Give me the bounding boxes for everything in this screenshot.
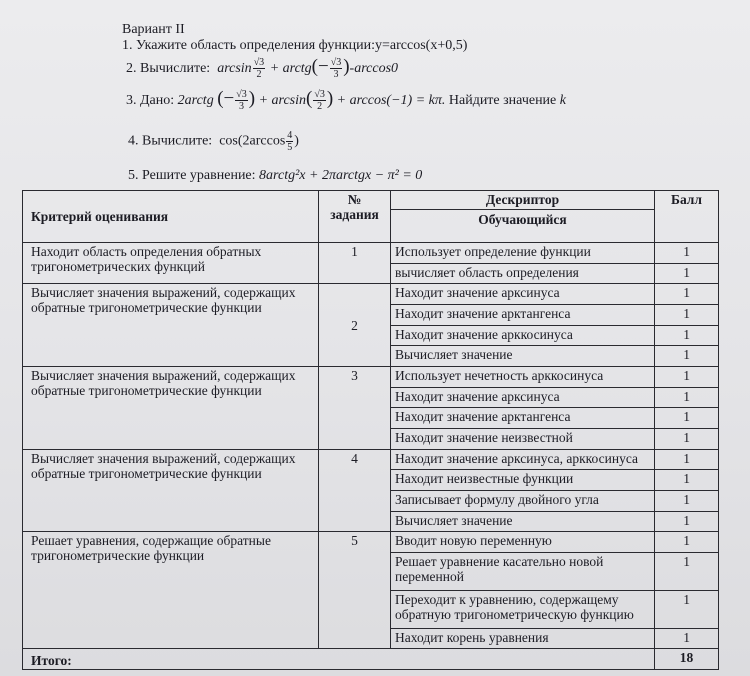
- header-points: Балл: [655, 191, 719, 243]
- assessment-table: [22, 190, 719, 670]
- table-header-row: [23, 191, 719, 243]
- table-row: Находит значение арктангенса 1: [23, 304, 719, 325]
- header-criterion: Критерий оценивания: [23, 191, 319, 243]
- header-num: № задания: [319, 191, 391, 243]
- task-5: 5. Решите уравнение: 8arctg²x + 2πarctgx − π² = 0: [128, 168, 423, 183]
- task-3: 3. Дано: 2arctg (− $\frac{√3}{3}$ ) + arcsin( $\frac{√3}{2}$ ) + arccos(−1) = kπ. Найдите значение k: [126, 88, 566, 113]
- task-2: 2. Вычислите: arcsin $\frac{√3}{2}$ + arctg(− $\frac{√3}{3}$ )-arccos0: [126, 56, 399, 81]
- table-row: Вычисляет значение 1: [23, 511, 719, 532]
- variant-title: Вариант II: [122, 22, 185, 37]
- table-row: Находит корень уравнения 1: [23, 628, 719, 649]
- table-row: Вычисляет значения выражений, содержащих обратные тригонометрические функции 4 Находит значение арксинуса, арккосинуса 1: [23, 449, 719, 470]
- table-row: Вычисляет значение 1: [23, 346, 719, 367]
- total-value: 18: [655, 649, 719, 670]
- header-descriptor: Дескриптор Обучающийся: [391, 191, 655, 243]
- table-row: Решает уравнения, содержащие обратные тригонометрические функции 5 Вводит новую переменную 1: [23, 532, 719, 553]
- table-row: Находит значение арксинуса 1: [23, 387, 719, 408]
- table-row: Находит значение арктангенса 1: [23, 408, 719, 429]
- total-row: [23, 649, 719, 670]
- table-row: Переходит к уравнению, содержащему обратную тригонометрическую функцию 1: [23, 590, 719, 628]
- table-row: Решает уравнение касательно новой переменной 1: [23, 552, 719, 590]
- table-row: Находит значение арккосинуса 1: [23, 325, 719, 346]
- task-1: 1. Укажите область определения функции:y=arccos(x+0,5): [122, 38, 468, 53]
- total-label: Итого:: [23, 649, 655, 670]
- table-row: вычисляет область определения 1: [23, 263, 719, 284]
- table-row: Находит значение неизвестной 1: [23, 428, 719, 449]
- table-row: Находит область определения обратных тригонометрических функций 1 Использует определение функции 1: [23, 243, 719, 264]
- task-4: 4. Вычислите: cos(2arccos $\frac{4}{5}$ ): [128, 130, 299, 153]
- table-row: Вычисляет значения выражений, содержащих обратные тригонометрические функции 3 Использует нечетность арккосинуса 1: [23, 366, 719, 387]
- table-row: Записывает формулу двойного угла 1: [23, 490, 719, 511]
- table-row: Вычисляет значения выражений, содержащих обратные тригонометрические функции 2 Находит значение арксинуса 1: [23, 284, 719, 305]
- table-row: Находит неизвестные функции 1: [23, 470, 719, 491]
